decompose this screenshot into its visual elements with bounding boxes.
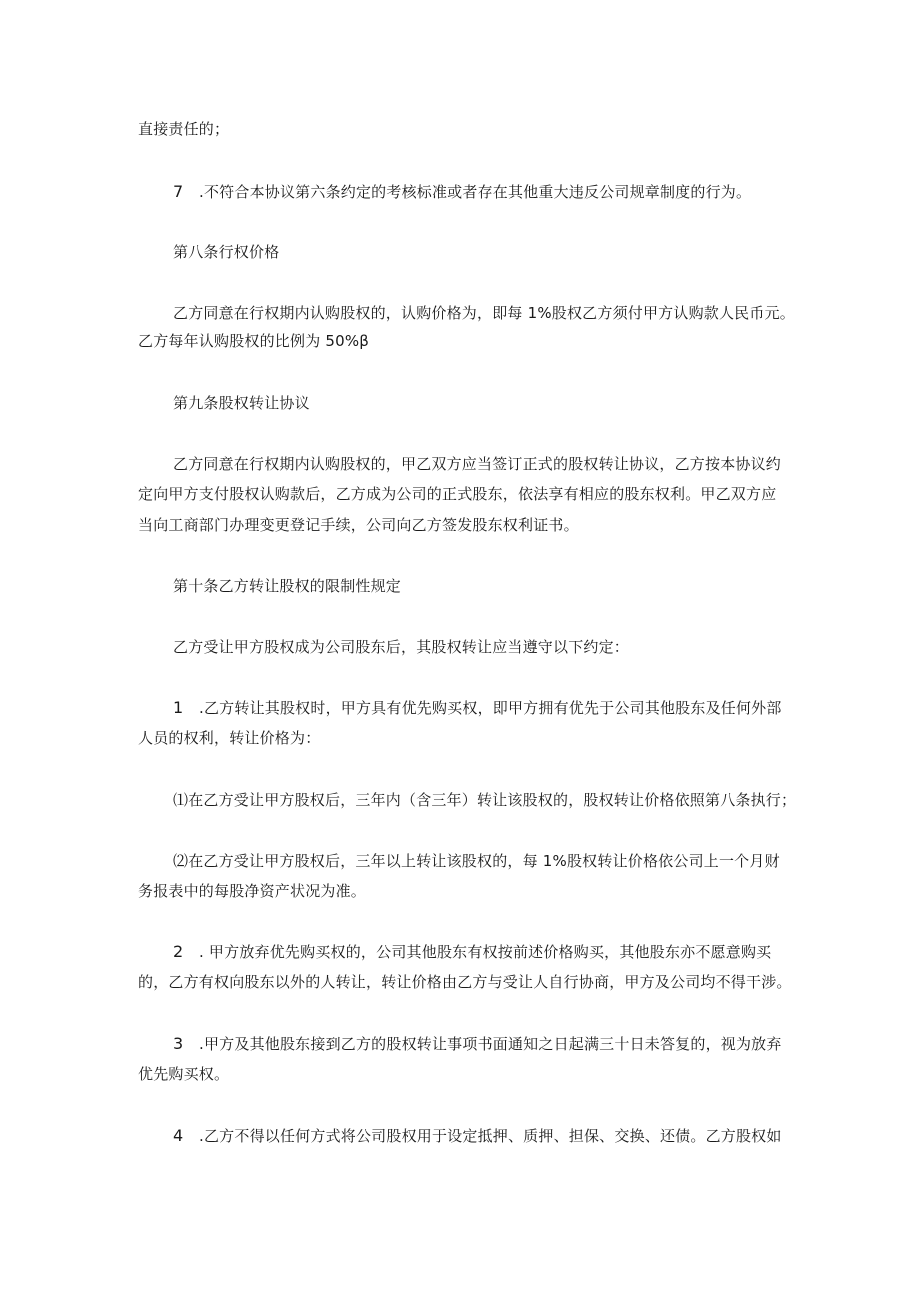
sub-item-1: ⑴在乙方受让甲方股权后，三年内（含三年）转让该股权的，股权转让价格依照第八条执行；	[173, 791, 797, 809]
paragraph-line: 人员的权利，转让价格为：	[138, 729, 321, 747]
list-item-3	[173, 1033, 798, 1055]
paragraph-line: 乙方受让甲方股权成为公司股东后，其股权转让应当遵守以下约定：	[173, 638, 630, 656]
paragraph-line: 直接责任的；	[138, 120, 230, 138]
list-item-1	[173, 697, 798, 719]
article-10-heading: 第十条乙方转让股权的限制性规定	[173, 577, 402, 595]
sub-item-2: ⑵在乙方受让甲方股权后，三年以上转让该股权的，每 1%股权转让价格依公司上一个月财	[173, 852, 780, 870]
list-number: 4	[173, 1126, 184, 1145]
paragraph-line: 务报表中的每股净资产状况为准。	[138, 882, 367, 900]
article-8-heading: 第八条行权价格	[173, 243, 280, 261]
list-number: 1	[173, 698, 184, 717]
list-item-text: .乙方转让其股权时，甲方具有优先购买权，即甲方拥有优先于公司其他股东及任何外部	[199, 699, 782, 717]
paragraph-line: 当向工商部门办理变更登记手续，公司向乙方签发股东权利证书。	[138, 516, 579, 534]
list-item-4	[173, 1125, 798, 1147]
list-number: 3	[173, 1034, 184, 1053]
list-item-2	[173, 941, 798, 963]
paragraph-line: 优先购买权。	[138, 1065, 230, 1083]
paragraph-line: 乙方同意在行权期内认购股权的，甲乙双方应当签订正式的股权转让协议，乙方按本协议约	[173, 455, 782, 473]
article-9-heading: 第九条股权转让协议	[173, 394, 310, 412]
paragraph-line: 的，乙方有权向股东以外的人转让，转让价格由乙方与受让人自行协商，甲方及公司均不得干涉。	[138, 973, 792, 991]
list-item-text: . 甲方放弃优先购买权的，公司其他股东有权按前述价格购买，其他股东亦不愿意购买	[199, 943, 772, 961]
list-number: 2	[173, 942, 184, 961]
list-item-7	[173, 181, 798, 203]
list-item-text: .不符合本协议第六条约定的考核标准或者存在其他重大违反公司规章制度的行为。	[199, 183, 752, 201]
paragraph-line: 乙方每年认购股权的比例为 50%β	[138, 332, 370, 350]
list-number: 7	[173, 182, 184, 201]
paragraph-line: 乙方同意在行权期内认购股权的，认购价格为，即每 1%股权乙方须付甲方认购款人民币元。	[173, 304, 795, 322]
list-item-text: .甲方及其他股东接到乙方的股权转让事项书面通知之日起满三十日未答复的，视为放弃	[199, 1035, 782, 1053]
list-item-text: .乙方不得以任何方式将公司股权用于设定抵押、质押、担保、交换、还债。乙方股权如	[199, 1127, 782, 1145]
paragraph-line: 定向甲方支付股权认购款后，乙方成为公司的正式股东，依法享有相应的股东权利。甲乙双方应	[138, 485, 777, 503]
